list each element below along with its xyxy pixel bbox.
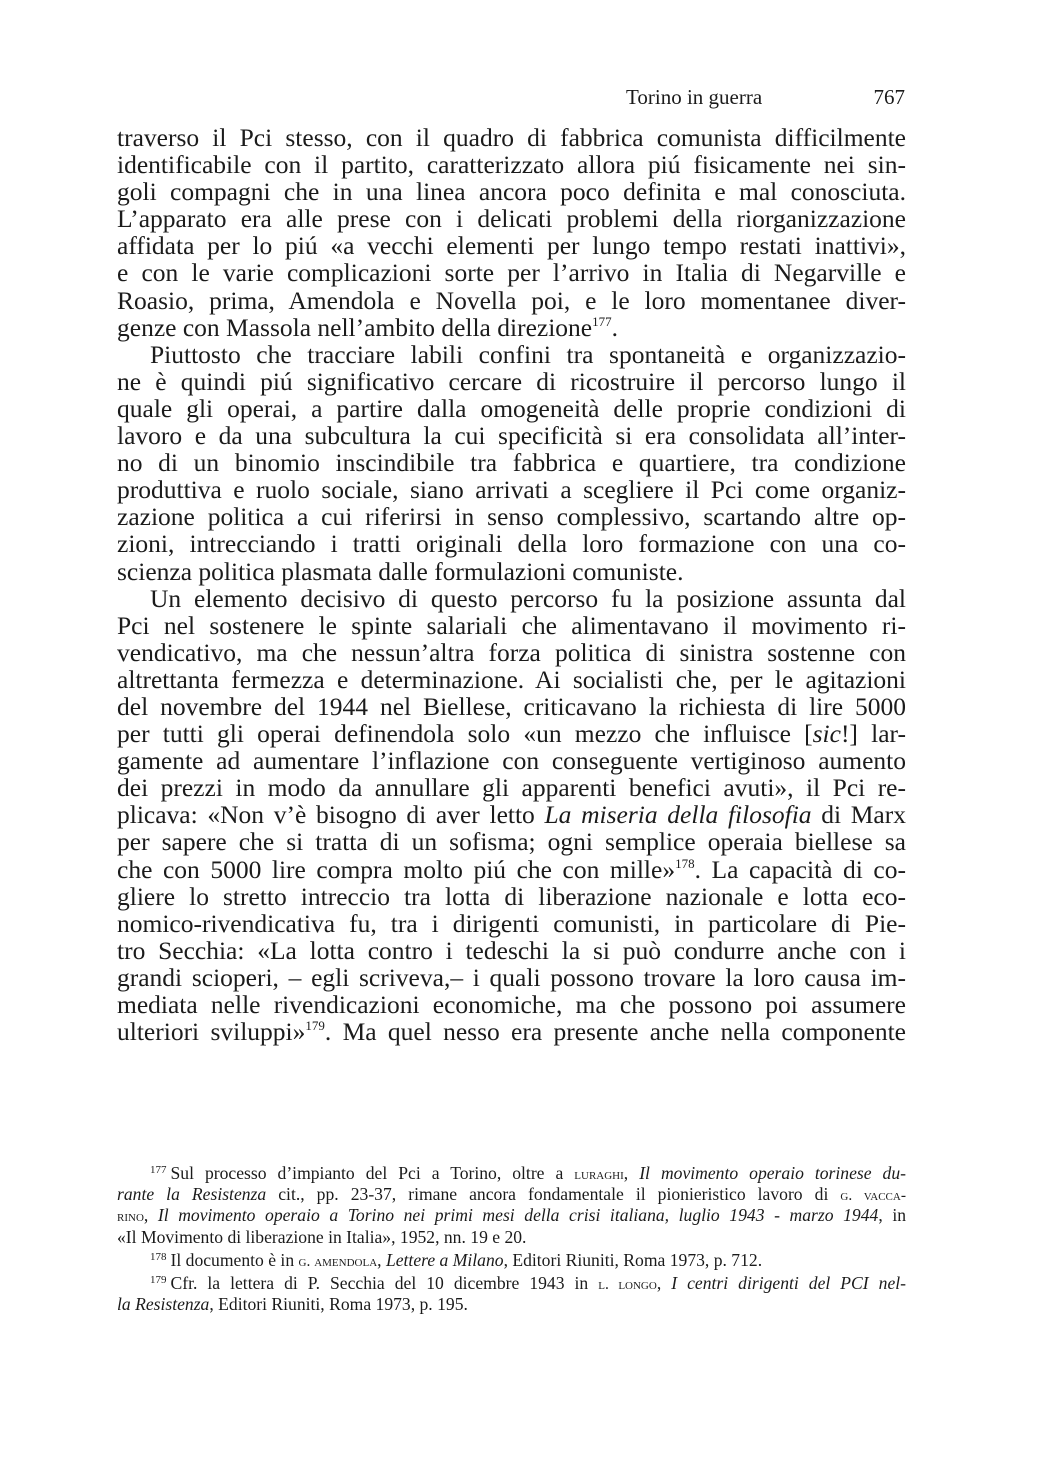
text-segment: , Editori Riuniti, Roma 1973, p. 195. [209, 1294, 468, 1315]
text-line: nomico-rivendicativa fu, tra i dirigenti comunisti, in particolare di Pie- [117, 908, 906, 938]
text-line: scienza politica plasmata dalle formulazioni comuniste. [117, 556, 684, 586]
text-line: vendicativo, ma che nessun’altra forza politica di sinistra sostenne con [117, 637, 906, 667]
text-segment: ulteriori sviluppi» [117, 1017, 306, 1047]
text-line [117, 314, 906, 341]
text-line: tro Secchia: «La lotta contro i tedeschi la si può condurre anche con i [117, 935, 906, 965]
book-title: Il movimento operaio torinese du- [639, 1163, 907, 1183]
text-line: per sapere che si tratta di un sofisma; ogni semplice operaia biellese sa [117, 827, 906, 857]
text-segment: Cfr. la lettera di P. Secchia del 10 dicembre 1943 in [170, 1272, 599, 1293]
note-reference-179: 179 [305, 1018, 325, 1034]
text-segment: Il documento è in [170, 1249, 299, 1270]
text-segment: Sul processo d’impianto del Pci a Torino, oltre a [170, 1163, 575, 1183]
text-line: lavoro e da una subcultura la cui specificità si era consolidata all’inter- [117, 421, 906, 451]
text-segment: , [623, 1163, 640, 1183]
text-line: no di un binomio inscindibile tra fabbrica e quartiere, tra condizione [117, 448, 906, 478]
text-segment: , [377, 1249, 386, 1270]
footnote-178 [117, 1250, 906, 1271]
text-segment: che con 5000 lire compra molto piú che con mille» [117, 854, 676, 884]
book-title: La miseria della filosofia [544, 800, 812, 830]
text-segment: . [611, 312, 618, 342]
author-name: rino [117, 1208, 144, 1226]
text-line [117, 856, 906, 883]
author-name: g. vacca- [840, 1187, 906, 1205]
text-segment: , in [878, 1205, 907, 1226]
paragraph-2 [117, 341, 906, 585]
text-line: goli compagni che in una linea ancora poco definita e mal conosciuta. [117, 177, 906, 207]
footnote-177 [117, 1163, 906, 1248]
text-segment: plicava: «Non v’è bisogno di aver letto [117, 800, 545, 830]
book-title: la Resistenza [117, 1294, 210, 1315]
text-segment: . La capacità di co- [694, 854, 906, 884]
footnote-line [117, 1205, 906, 1226]
paragraph-1 [117, 124, 906, 341]
text-line: altrettanta fermezza e determinazione. Ai socialisti che, per le agitazioni [117, 664, 906, 694]
text-line: ne è quindi piú significativo cercare di ricostruire il percorso lungo il [117, 366, 906, 396]
text-line [117, 720, 906, 747]
text-line: gamente ad aumentare l’inflazione con conseguente vertiginoso aumento [117, 746, 906, 776]
footnote-number: 178 [150, 1250, 167, 1263]
footnote-line [117, 1163, 906, 1184]
text-segment: , Editori Riuniti, Roma 1973, p. 712. [503, 1249, 763, 1270]
text-segment: cit., pp. 23-37, rimane ancora fondamentale il pionieristico lavoro di [266, 1184, 841, 1205]
text-line: L’apparato era alle prese con i delicati problemi della riorganizzazione [117, 204, 906, 234]
footnote-179 [117, 1273, 906, 1315]
italic-word: sic [812, 719, 841, 749]
note-reference-178: 178 [675, 855, 695, 871]
text-line: Roasio, prima, Amendola e Novella poi, e le loro momentanee diver- [117, 285, 906, 315]
text-line: dei prezzi in modo da annullare gli apparenti benefici avuti», il Pci re- [117, 773, 906, 803]
text-line: mediata nelle rivendicazioni economiche, ma che possono poi assumere [117, 990, 906, 1019]
text-segment: per tutti gli operai definendola solo «un mezzo che influisce [ [117, 719, 813, 749]
paragraph-3 [117, 585, 906, 1046]
footnote-line: «Il Movimento di liberazione in Italia», 1952, nn. 19 e 20. [117, 1226, 527, 1247]
text-line: Pci nel sostenere le spinte salariali che alimentavano il movimento ri- [117, 610, 906, 640]
body-text [117, 124, 906, 1045]
book-title: I centri dirigenti del PCI nel- [671, 1272, 907, 1293]
text-line [117, 801, 906, 828]
text-segment: . Ma quel nesso era presente anche nella componente [324, 1017, 906, 1047]
text-line: e con le varie complicazioni sorte per l’arrivo in Italia di Negarville e [117, 258, 906, 288]
text-segment: genze con Massola nell’ambito della direzione [117, 312, 593, 342]
text-line: del novembre del 1944 nel Biellese, criticavano la richiesta di lire 5000 [117, 691, 906, 721]
text-line: quale gli operai, a partire dalla omogeneità delle proprie condizioni di [117, 393, 906, 423]
text-line: affidata per lo piú «a vecchi elementi per lungo tempo restati inattivi», [117, 231, 906, 261]
text-line: gliere lo stretto intreccio tra lotta di liberazione nazionale e lotta eco- [117, 881, 906, 911]
text-line: grandi scioperi, – egli scriveva,– i quali possono trovare la loro causa im- [117, 962, 906, 992]
author-name: l. longo [598, 1275, 657, 1293]
book-title: Lettere a Milano [385, 1249, 504, 1270]
text-line [117, 1018, 906, 1045]
book-title: Il movimento operaio a Torino nei primi mesi della crisi italiana, luglio 1943 - marzo 1944 [157, 1205, 879, 1226]
author-name: g. amendola [298, 1252, 378, 1270]
running-head [560, 82, 905, 114]
text-segment: di Marx [811, 800, 906, 830]
footnote-line [117, 1184, 906, 1205]
page-number: 767 [873, 85, 905, 109]
text-line: traverso il Pci stesso, con il quadro di fabbrica comunista difficilmente [117, 123, 906, 152]
text-line: produttiva e ruolo sociale, siano arrivati a scegliere il Pci come organiz- [117, 475, 906, 505]
footnote-number: 179 [150, 1273, 167, 1286]
text-line: Piuttosto che tracciare labili confini tra spontaneità e organizzazio- [150, 339, 906, 369]
book-title: rante la Resistenza [117, 1184, 267, 1205]
text-line: zazione politica a cui riferirsi in senso complessivo, scartando altre op- [117, 502, 906, 532]
footnotes [117, 1163, 906, 1317]
note-reference-177: 177 [592, 313, 612, 329]
footnote-line [117, 1294, 906, 1315]
text-segment: !] lar- [840, 719, 906, 749]
footnote-number: 177 [150, 1164, 167, 1176]
footnote-line [117, 1273, 906, 1294]
running-title: Torino in guerra [626, 85, 763, 109]
text-line: identificabile con il partito, caratterizzato allora piú fisicamente nei sin- [117, 150, 906, 180]
text-segment: , [143, 1205, 158, 1226]
footnote-line [117, 1250, 906, 1271]
text-line: zioni, intrecciando i tratti originali della loro formazione con una co- [117, 529, 906, 559]
author-name: luraghi [574, 1166, 624, 1183]
text-line: Un elemento decisivo di questo percorso fu la posizione assunta dal [150, 583, 906, 613]
text-segment: , [656, 1272, 672, 1293]
